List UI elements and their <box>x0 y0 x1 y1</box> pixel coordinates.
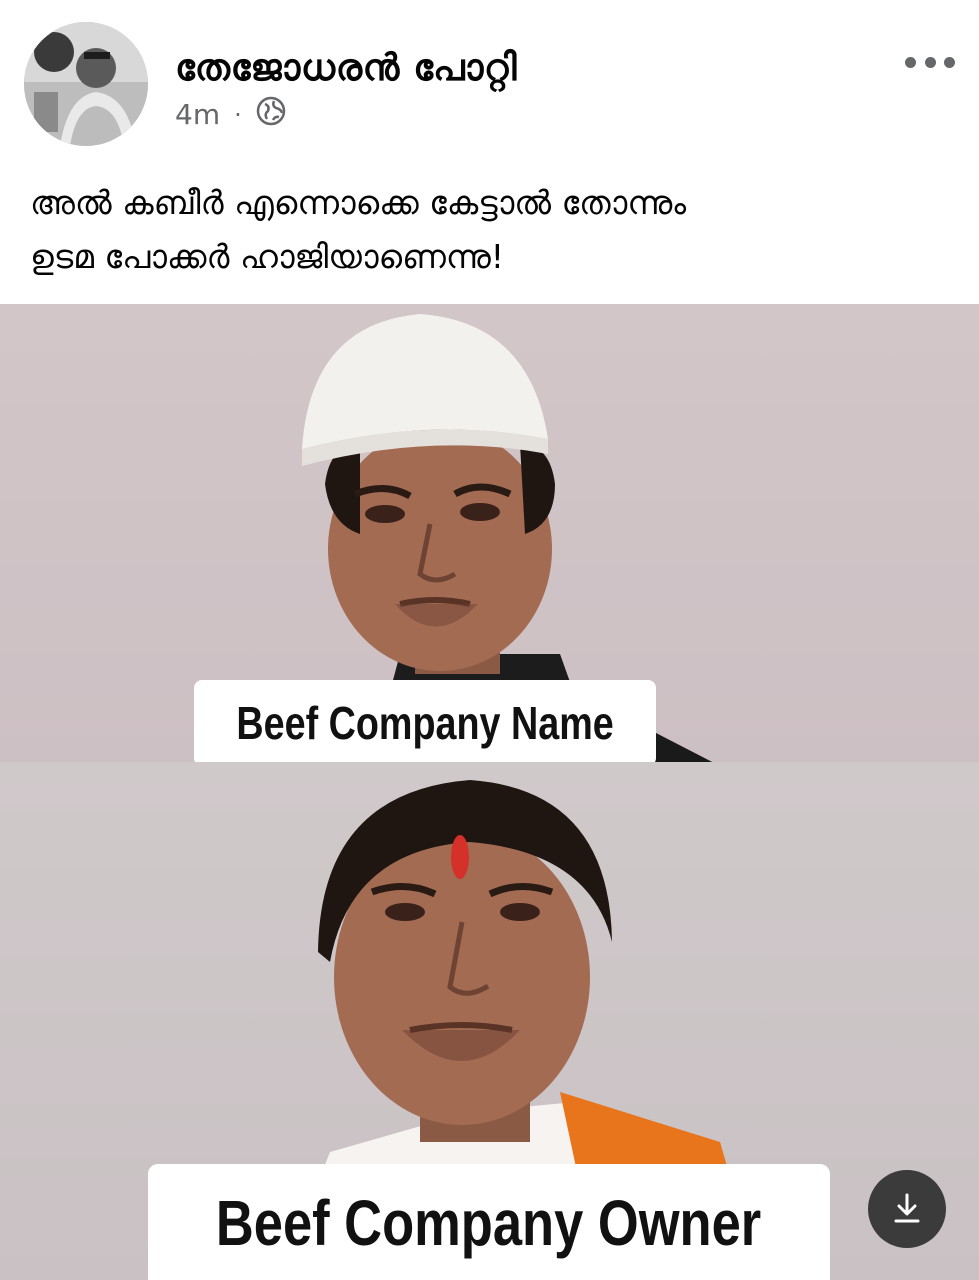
globe-icon <box>256 96 286 133</box>
avatar[interactable] <box>24 22 148 146</box>
post-time[interactable]: 4m <box>175 98 221 131</box>
meme-label-bottom-text: Beef Company Owner <box>216 1187 762 1259</box>
post-meta <box>175 96 286 133</box>
avatar-photo <box>24 22 148 146</box>
caption-line: അൽ കബീർ എന്നൊക്കെ കേട്ടാൽ തോന്നും <box>30 183 687 222</box>
meme-label-top-text: Beef Company Name <box>236 697 614 749</box>
ellipsis-dot <box>925 57 936 68</box>
more-options-button[interactable] <box>905 50 955 74</box>
ellipsis-dot <box>944 57 955 68</box>
meme-label-top <box>194 680 656 766</box>
post-caption <box>30 176 950 284</box>
meme-label-bottom <box>148 1164 830 1280</box>
post-header <box>0 0 979 160</box>
download-icon <box>889 1191 925 1227</box>
ellipsis-icon <box>905 57 916 68</box>
author-name[interactable]: തേജോധരൻ പോറ്റി <box>175 46 518 89</box>
download-button[interactable] <box>868 1170 946 1248</box>
post-photo[interactable] <box>0 304 979 1280</box>
meme-panel-top <box>0 304 979 766</box>
caption-line: ഉടമ പോക്കർ ഹാജിയാണെന്നു! <box>30 237 505 276</box>
meta-separator: · <box>234 100 242 129</box>
meme-panel-bottom <box>0 762 979 1280</box>
